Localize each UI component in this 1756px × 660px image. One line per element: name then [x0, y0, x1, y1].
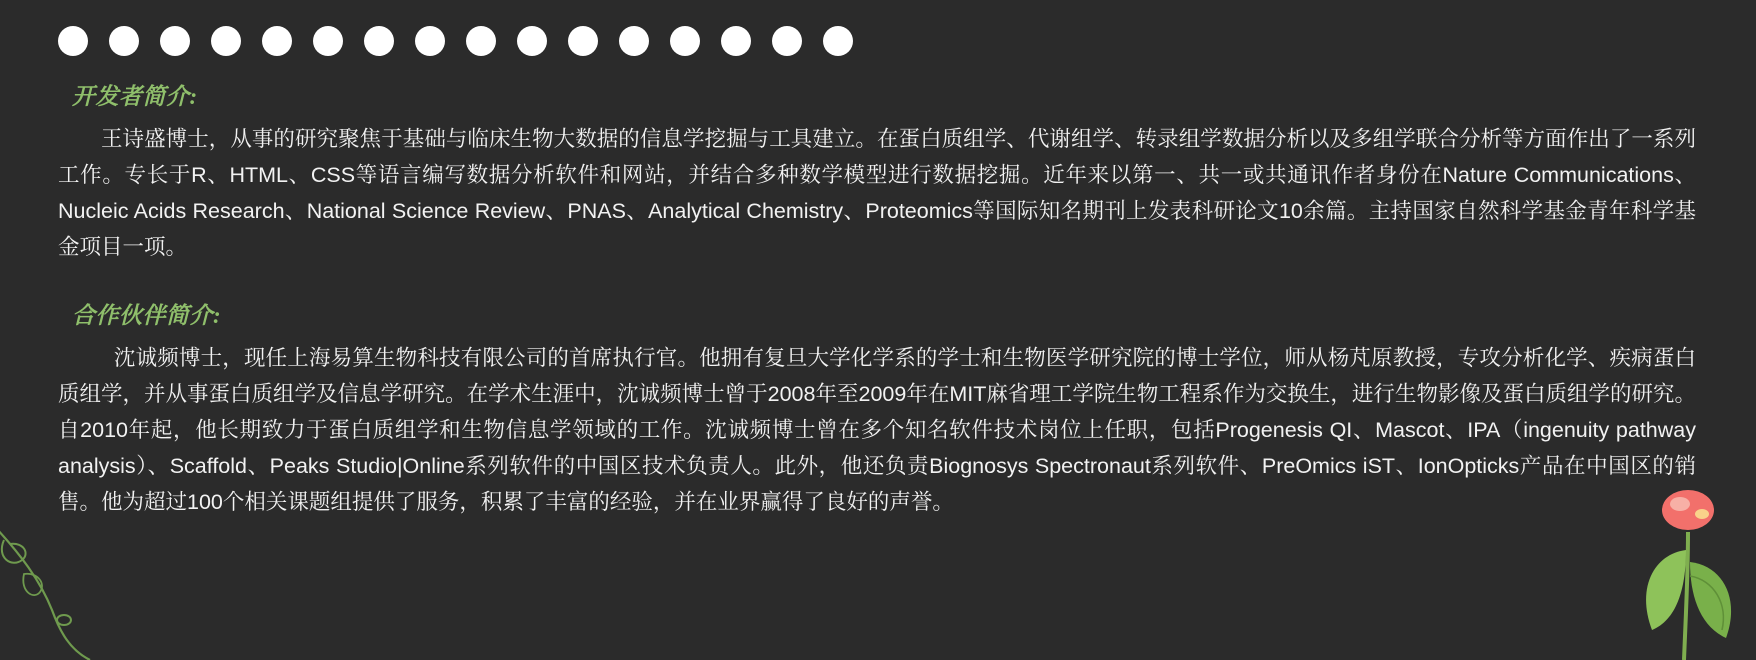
dot-icon — [364, 26, 394, 56]
partner-bio-paragraph: 沈诚频博士，现任上海易算生物科技有限公司的首席执行官。他拥有复旦大学化学系的学士和生物医学研究院的博士学位，师从杨芃原教授，专攻分析化学、疾病蛋白质组学，并从事蛋白质组学及信息学研究。在学术生涯中，沈诚频博士曾于2008年至2009年在MIT麻省理工学院生物工程系作为交换生，进行生物影像及蛋白质组学的研究。自2010年起，他长期致力于蛋白质组学和生物信息学领域的工作。沈诚频博士曾在多个知名软件技术岗位上任职，包括Progenesis QI、Mascot、IPA（ingenuity pathway analysis）、Scaffold、Peaks Studio|Online系列软件的中国区技术负责人。此外，他还负责Biognosys Spectronaut系列软件、PreOmics iST、IonOpticks产品在中国区的销售。他为超过100个相关课题组提供了服务，积累了丰富的经验，并在业界赢得了良好的声誉。 — [58, 346, 1696, 514]
dot-icon — [211, 26, 241, 56]
dot-icon — [160, 26, 190, 56]
developer-bio-heading: 开发者简介: — [72, 84, 198, 109]
dot-icon — [109, 26, 139, 56]
dot-icon — [568, 26, 598, 56]
developer-bio-paragraph: 王诗盛博士，从事的研究聚焦于基础与临床生物大数据的信息学挖掘与工具建立。在蛋白质组学、代谢组学、转录组学数据分析以及多组学联合分析等方面作出了一系列工作。专长于R、HTML、CSS等语言编写数据分析软件和网站，并结合多种数学模型进行数据挖掘。近年来以第一、共一或共通讯作者身份在Nature Communications、Nucleic Acids Research、National Science Review、PNAS、Analytical Chemistry、Proteomics等国际知名期刊上发表科研论文10余篇。主持国家自然科学基金青年科学基金项目一项。 — [58, 127, 1696, 259]
dot-icon — [772, 26, 802, 56]
dot-icon — [823, 26, 853, 56]
dot-icon — [415, 26, 445, 56]
dot-icon — [58, 26, 88, 56]
dot-icon — [619, 26, 649, 56]
dot-icon — [517, 26, 547, 56]
slide-content — [58, 78, 1702, 520]
dot-icon — [466, 26, 496, 56]
vine-decoration-icon — [0, 510, 124, 660]
dot-icon — [262, 26, 292, 56]
dot-icon — [721, 26, 751, 56]
dot-icon — [313, 26, 343, 56]
decorative-dot-row — [58, 26, 853, 56]
dot-icon — [670, 26, 700, 56]
partner-bio-heading: 合作伙伴简介: — [72, 303, 222, 328]
